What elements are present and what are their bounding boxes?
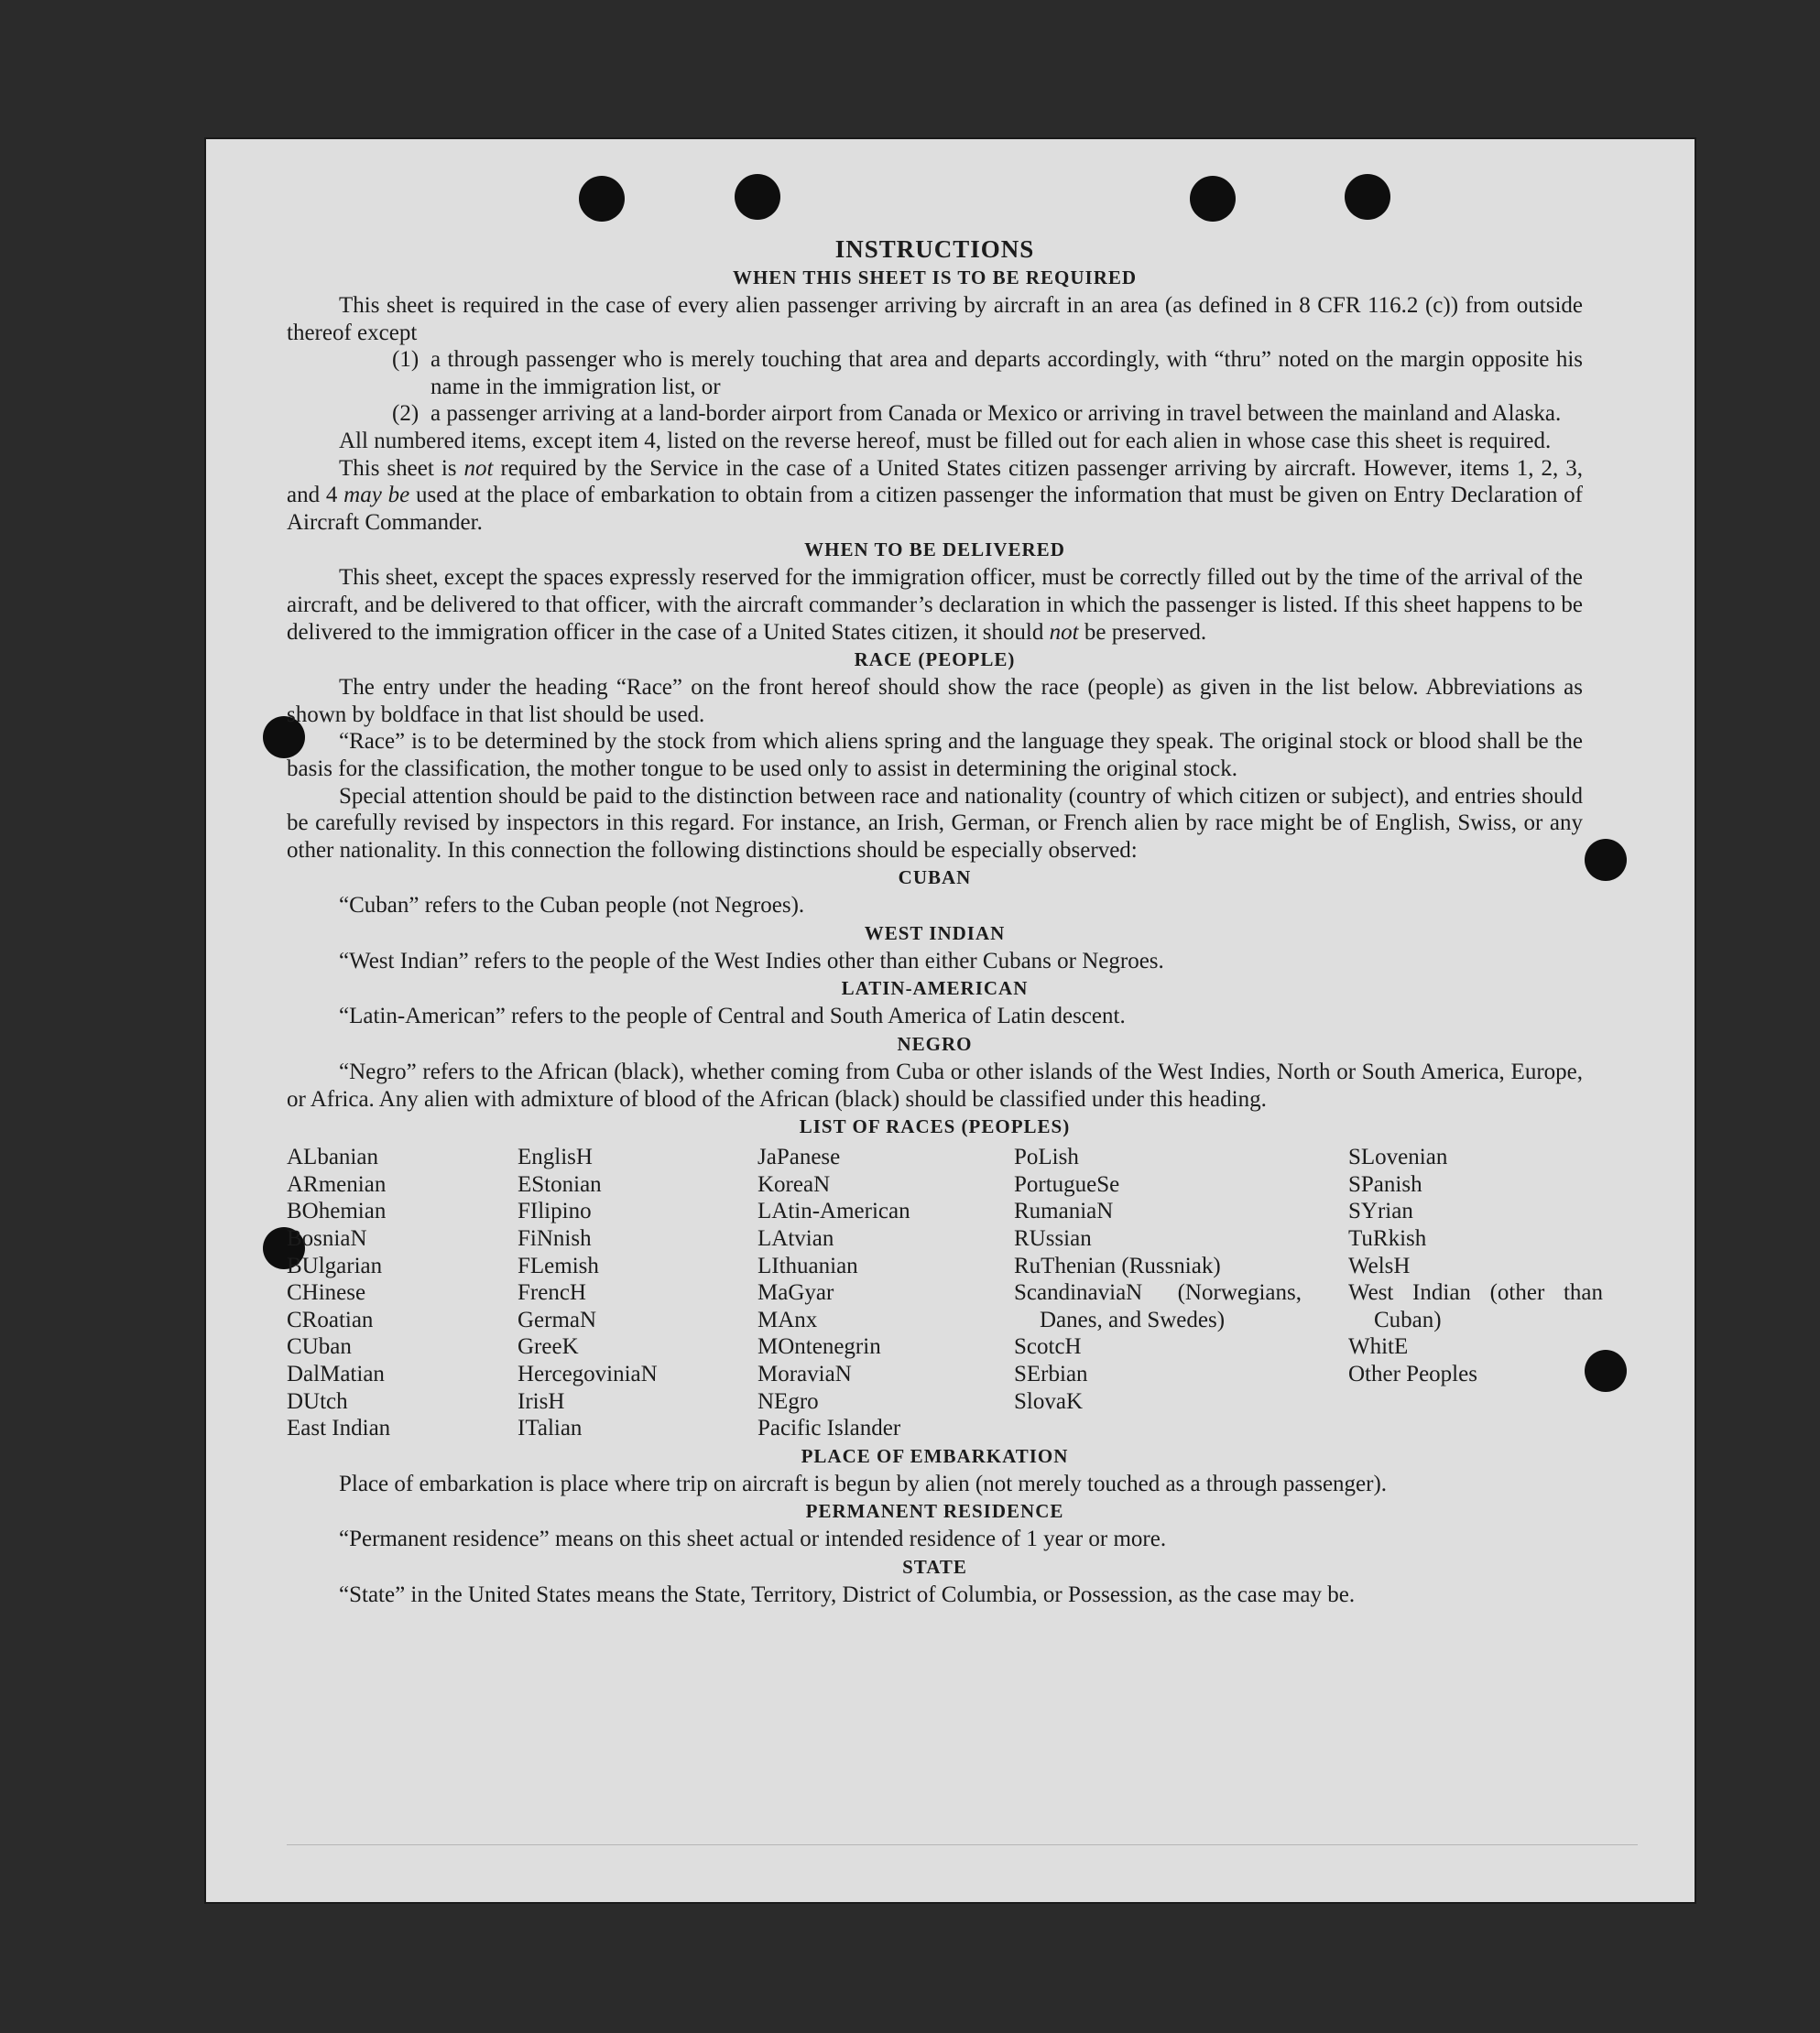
race-entry: ARmenian bbox=[287, 1171, 387, 1197]
section-heading: WHEN THIS SHEET IS TO BE REQUIRED bbox=[732, 266, 1138, 288]
race-entry: SErbian bbox=[1014, 1362, 1088, 1386]
section-heading: LATIN-AMERICAN bbox=[841, 977, 1029, 1000]
list-item bbox=[287, 346, 1583, 400]
paragraph: This sheet is required in the case of every alien passenger arriving by aircraft in an area (as defined in 8 CFR 116.2 (c)) from outside thereof except bbox=[287, 293, 1583, 345]
race-entry: ScotcH bbox=[1014, 1334, 1082, 1360]
race-entry: WelsH bbox=[1348, 1253, 1411, 1278]
item-text: a through passenger who is merely touching that area and departs accordingly, with “thru” noted on the margin opposite his name in the immigration list, or bbox=[430, 347, 1583, 399]
race-entry: FiNnish bbox=[518, 1226, 592, 1252]
section-heading: CUBAN bbox=[898, 866, 972, 889]
section-heading: PERMANENT RESIDENCE bbox=[805, 1500, 1064, 1523]
race-entry: ITalian bbox=[518, 1416, 583, 1441]
list-item bbox=[287, 400, 1583, 428]
document-body bbox=[287, 235, 1603, 1609]
races-column bbox=[757, 1144, 1014, 1442]
document-sheet bbox=[206, 139, 1695, 1902]
section-heading: RACE (PEOPLE) bbox=[854, 648, 1016, 671]
race-entry: Pacific Islander bbox=[757, 1416, 901, 1441]
paragraph: Place of embarkation is place where trip on aircraft is begun by alien (not merely touched as a through passenger). bbox=[339, 1471, 1388, 1496]
race-entry: BosniaN bbox=[287, 1226, 367, 1252]
race-entry: EStonian bbox=[518, 1171, 602, 1197]
race-entry: SPanish bbox=[1348, 1171, 1422, 1197]
race-entry: CHinese bbox=[287, 1280, 366, 1306]
race-entry: CRoatian bbox=[287, 1307, 374, 1332]
race-entry: MAnx bbox=[757, 1307, 818, 1332]
divider bbox=[287, 1844, 1638, 1845]
race-entry: ALbanian bbox=[287, 1145, 378, 1170]
races-column bbox=[287, 1144, 518, 1442]
paragraph: All numbered items, except item 4, listed on the reverse hereof, must be filled out for each alien in whose case this sheet is required. bbox=[339, 428, 1552, 453]
race-entry: EnglisH bbox=[518, 1145, 593, 1170]
punch-hole bbox=[579, 176, 625, 222]
punch-hole bbox=[1585, 839, 1627, 881]
race-entry: KoreaN bbox=[757, 1171, 831, 1197]
paragraph: “Cuban” refers to the Cuban people (not Negroes). bbox=[339, 893, 805, 919]
section-heading: NEGRO bbox=[897, 1033, 973, 1056]
race-entry: GermaN bbox=[518, 1307, 597, 1332]
race-entry: FIlipino bbox=[518, 1199, 592, 1224]
races-column bbox=[1348, 1144, 1603, 1442]
race-entry: FLemish bbox=[518, 1253, 599, 1278]
section-heading: STATE bbox=[902, 1555, 967, 1578]
race-entry: DUtch bbox=[287, 1388, 348, 1414]
section-heading: WHEN TO BE DELIVERED bbox=[804, 538, 1065, 561]
race-entry: WhitE bbox=[1348, 1334, 1409, 1360]
race-entry: FrencH bbox=[518, 1280, 586, 1306]
punch-hole bbox=[735, 174, 780, 220]
race-entry: RumaniaN bbox=[1014, 1199, 1114, 1224]
race-entry: SLovenian bbox=[1348, 1145, 1448, 1170]
punch-hole bbox=[1345, 174, 1390, 220]
race-entry: PortugueSe bbox=[1014, 1171, 1120, 1197]
race-entry: MoraviaN bbox=[757, 1362, 852, 1386]
race-entry: Other Peoples bbox=[1348, 1362, 1477, 1386]
race-entry: BUlgarian bbox=[287, 1253, 383, 1278]
paragraph: This sheet is not required by the Service in the case of a United States citizen passenger arriving by aircraft. However, items 1, 2, 3, and 4 may be used at the place of embarkation to obtain from a citizen passenger the information that must be given on Entry Declaration of Aircraft Commander. bbox=[287, 455, 1583, 535]
race-entry: GreeK bbox=[518, 1334, 579, 1360]
race-entry: BOhemian bbox=[287, 1199, 387, 1224]
paragraph: “State” in the United States means the State, Territory, District of Columbia, or Possession, as the case may be. bbox=[339, 1582, 1356, 1607]
punch-hole bbox=[1585, 1350, 1627, 1392]
section-heading: LIST OF RACES (PEOPLES) bbox=[799, 1115, 1071, 1138]
race-entry: SYrian bbox=[1348, 1199, 1413, 1224]
race-entry: MOntenegrin bbox=[757, 1334, 881, 1360]
punch-hole bbox=[1190, 176, 1236, 222]
paragraph: This sheet, except the spaces expressly reserved for the immigration officer, must be correctly filled out by the time of the arrival of the aircraft, and be delivered to that officer, with the aircraft commander’s declaration in which the passenger is listed. If this sheet happens to be delivered to the immigration officer in the case of a United States citizen, it should not be preserved. bbox=[287, 565, 1583, 645]
race-entry: CUban bbox=[287, 1334, 352, 1360]
race-entry: SlovaK bbox=[1014, 1388, 1083, 1414]
document-title: INSTRUCTIONS bbox=[834, 235, 1035, 263]
item-number: (1) bbox=[392, 347, 420, 373]
races-column bbox=[518, 1144, 757, 1442]
paragraph: “Latin-American” refers to the people of Central and South America of Latin descent. bbox=[339, 1004, 1126, 1029]
races-column bbox=[1014, 1144, 1348, 1442]
race-entry: West Indian (other than Cuban) bbox=[1348, 1280, 1603, 1332]
item-number: (2) bbox=[392, 401, 420, 427]
paragraph: Special attention should be paid to the distinction between race and nationality (country of which citizen or subject), and entries should be carefully revised by inspectors in this regard. For instance, an Irish, German, or French alien by race might be of English, Swiss, or any other nationality. In this connection the following distinctions should be especially observed: bbox=[287, 783, 1583, 863]
race-entry: IrisH bbox=[518, 1388, 565, 1414]
race-entry: RUssian bbox=[1014, 1226, 1092, 1252]
race-entry: ScandinaviaN (Norwegians, Danes, and Swedes) bbox=[1014, 1280, 1302, 1332]
race-entry: LAtin-American bbox=[757, 1199, 910, 1224]
paragraph: “Negro” refers to the African (black), whether coming from Cuba or other islands of the West Indies, North or South America, Europe, or Africa. Any alien with admixture of blood of the African (black) should be classified under this heading. bbox=[287, 1060, 1583, 1112]
race-entry: RuThenian (Russniak) bbox=[1014, 1253, 1221, 1278]
section-heading: PLACE OF EMBARKATION bbox=[801, 1444, 1069, 1467]
item-text: a passenger arriving at a land-border airport from Canada or Mexico or arriving in travel between the mainland and Alaska. bbox=[430, 401, 1562, 427]
race-entry: LAtvian bbox=[757, 1226, 834, 1252]
race-entry: DalMatian bbox=[287, 1362, 385, 1386]
race-entry: MaGyar bbox=[757, 1280, 834, 1306]
race-entry: East Indian bbox=[287, 1416, 391, 1441]
race-entry: LIthuanian bbox=[757, 1253, 858, 1278]
paragraph: The entry under the heading “Race” on the front hereof should show the race (people) as given in the list below. Abbreviations as shown by boldface in that list should be used. bbox=[287, 675, 1583, 727]
paragraph: “Permanent residence” means on this sheet actual or intended residence of 1 year or more. bbox=[339, 1527, 1167, 1552]
paragraph: “Race” is to be determined by the stock from which aliens spring and the language they speak. The original stock or blood shall be the basis for the classification, the mother tongue to be used only to assist in determining the original stock. bbox=[287, 729, 1583, 781]
paragraph: “West Indian” refers to the people of the West Indies other than either Cubans or Negroes. bbox=[339, 948, 1164, 973]
race-entry: TuRkish bbox=[1348, 1226, 1427, 1252]
race-entry: HercegoviniaN bbox=[518, 1362, 658, 1386]
section-heading: WEST INDIAN bbox=[864, 921, 1006, 944]
race-entry: JaPanese bbox=[757, 1145, 841, 1170]
race-entry: NEgro bbox=[757, 1388, 819, 1414]
race-entry: PoLish bbox=[1014, 1145, 1079, 1170]
races-list bbox=[287, 1144, 1603, 1442]
